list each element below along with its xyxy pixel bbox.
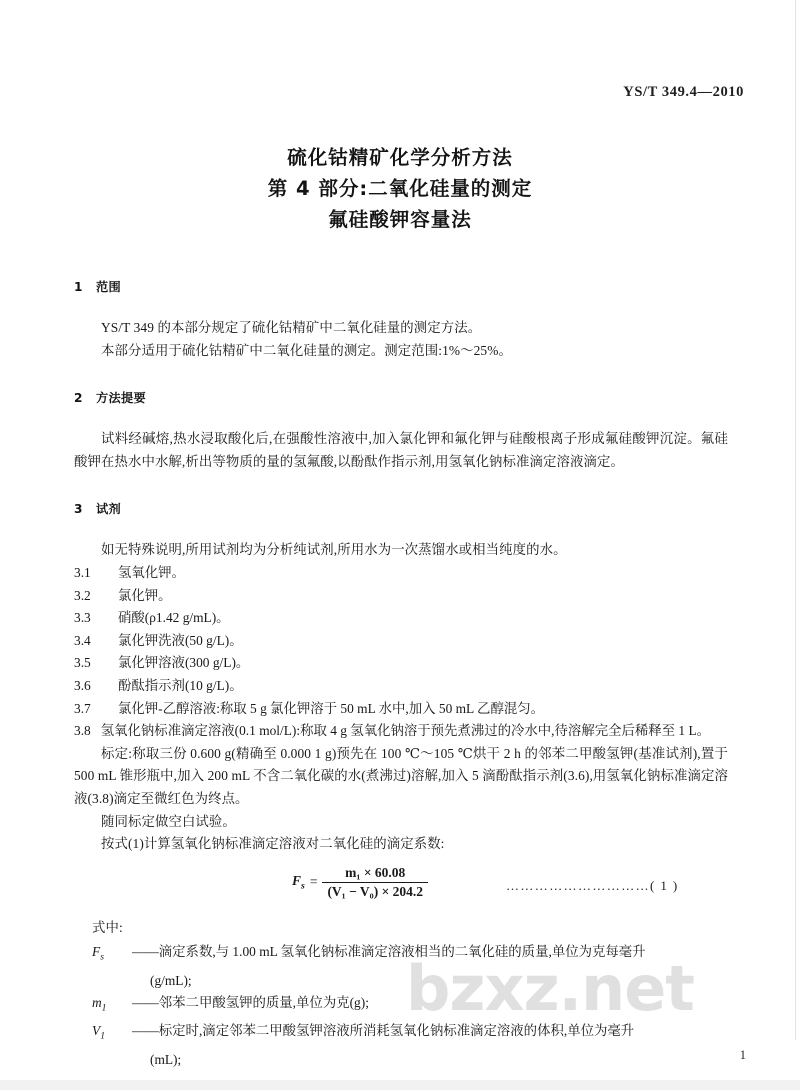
reagents-preamble: 如无特殊说明,所用试剂均为分析纯试剂,所用水为一次蒸馏水或相当纯度的水。	[101, 542, 567, 558]
section-number-3: 3	[74, 502, 83, 517]
symbol-name: $V_1$	[92, 1023, 105, 1043]
equation-lhs: $F_s$	[292, 872, 305, 892]
title-line-2: 第 4 部分:二氧化硅量的测定	[267, 177, 533, 200]
symbol-name: $F_s$	[92, 944, 104, 963]
section-title-1: 范围	[96, 280, 121, 294]
reagent-item	[74, 698, 728, 721]
equation-expression	[292, 865, 428, 900]
reagent-number: 3.3	[74, 610, 91, 626]
equation-1	[74, 865, 728, 911]
running-header: YS/T 349.4—2010	[623, 84, 744, 100]
title-line-1: 硫化钴精矿化学分析方法	[287, 146, 513, 169]
title-line-3: 氟硅酸钾容量法	[328, 208, 472, 231]
reagent-item	[74, 720, 728, 743]
symbol-description-continued: (g/mL);	[150, 972, 192, 988]
reagent-number: 3.7	[74, 700, 91, 716]
page-bottom-band	[0, 1080, 800, 1090]
reagent-text: 氢氧化钾。	[118, 564, 185, 580]
symbol-description: ——标定时,滴定邻苯二甲酸氢钾溶液所消耗氢氧化钠标准滴定溶液的体积,单位为毫升	[132, 1023, 635, 1039]
scope-paragraph-2: 本部分适用于硫化钴精矿中二氧化硅量的测定。测定范围:1%～25%。	[101, 342, 512, 358]
principle-paragraph: 试料经碱熔,热水浸取酸化后,在强酸性溶液中,加入氯化钾和氟化钾与硅酸根离子形成氟硅酸钾沉淀。氟硅酸钾在热水中水解,析出等物质的量的氢氟酸,以酚酞作指示剂,用氢氧化钠标准滴定溶液滴定。	[74, 431, 728, 469]
reagent-text: 氢氧化钠标准滴定溶液(0.1 mol/L):称取 4 g 氢氧化钠溶于预先煮沸过的冷水中,待溶解完全后稀释至 1 L。	[100, 723, 711, 739]
equation-number: ( 1 )	[650, 877, 679, 893]
equation-numerator: m₁ × 60.08	[345, 864, 406, 880]
calibration-paragraph: 标定:称取三份 0.600 g(精确至 0.000 1 g)预先在 100 ℃～105 ℃烘干 2 h 的邻苯二甲酸氢钾(基准试剂),置于 500 mL 锥形瓶中,加入 200 mL 不含二氧化碳的水(煮沸过)溶解,加入 5 滴酚酞指示剂(3.6),用氢氧化钠标准滴定溶液(3.8)滴定至微红色为终点。	[74, 745, 728, 806]
section-title-2: 方法提要	[96, 391, 146, 406]
reagent-text: 硝酸(ρ1.42 g/mL)。	[118, 610, 230, 626]
document-body	[74, 278, 728, 1071]
reagent-number: 3.1	[74, 564, 91, 580]
where-label: 式中:	[92, 919, 123, 935]
symbol-definition-row	[74, 992, 728, 1020]
watermark: bzxz.net	[406, 952, 694, 1025]
symbol-name: $m_1$	[92, 995, 107, 1014]
section-heading-principle	[74, 389, 728, 406]
reagent-text: 酚酞指示剂(10 g/L)。	[118, 677, 243, 693]
equation-fraction	[322, 865, 428, 900]
reagent-text: 氯化钾-乙醇溶液:称取 5 g 氯化钾溶于 50 mL 水中,加入 50 mL 乙醇混匀。	[118, 700, 545, 716]
reagent-text: 氯化钾溶液(300 g/L)。	[118, 655, 250, 671]
reagent-number: 3.5	[74, 655, 91, 671]
scope-paragraph-1: YS/T 349 的本部分规定了硫化钴精矿中二氧化硅量的测定方法。	[101, 320, 482, 335]
section-heading-reagents	[74, 500, 728, 517]
reagent-item	[74, 675, 728, 698]
reagent-number: 3.4	[74, 632, 91, 648]
formula-lead-paragraph: 按式(1)计算氢氧化钠标准滴定溶液对二氧化硅的滴定系数:	[101, 836, 445, 852]
blank-test-paragraph: 随同标定做空白试验。	[101, 813, 236, 829]
section-title-3: 试剂	[96, 502, 121, 517]
reagent-item	[74, 607, 728, 630]
reagent-item	[74, 562, 728, 585]
section-number-2: 2	[74, 391, 83, 406]
reagent-number: 3.6	[74, 677, 91, 693]
reagent-item	[74, 630, 728, 653]
symbol-description: ——邻苯二甲酸氢钾的质量,单位为克(g);	[132, 995, 369, 1011]
symbol-definition-row	[74, 941, 728, 969]
reagent-text: 氯化钾洗液(50 g/L)。	[118, 632, 243, 648]
symbol-description-continued: (mL);	[150, 1051, 182, 1067]
reagent-number: 3.2	[74, 587, 91, 603]
symbol-definition-row	[74, 1020, 728, 1048]
symbol-definitions	[74, 941, 728, 1071]
reagent-item	[74, 585, 728, 608]
equation-leader-and-number	[506, 878, 679, 894]
equation-equals-sign: =	[309, 874, 318, 890]
section-heading-scope	[74, 278, 728, 295]
section-number-1: 1	[74, 280, 83, 294]
equation-leader-dots: …………………………	[506, 877, 650, 893]
page-number: 1	[739, 1048, 746, 1062]
reagent-item	[74, 652, 728, 675]
reagent-text: 氯化钾。	[118, 587, 172, 603]
equation-denominator: (V₁ − V₀) × 204.2	[322, 882, 428, 900]
reagent-number: 3.8	[74, 723, 91, 739]
document-title	[0, 142, 800, 235]
symbol-description: ——滴定系数,与 1.00 mL 氢氧化钠标准滴定溶液相当的二氧化硅的质量,单位为克每毫升	[132, 944, 646, 960]
